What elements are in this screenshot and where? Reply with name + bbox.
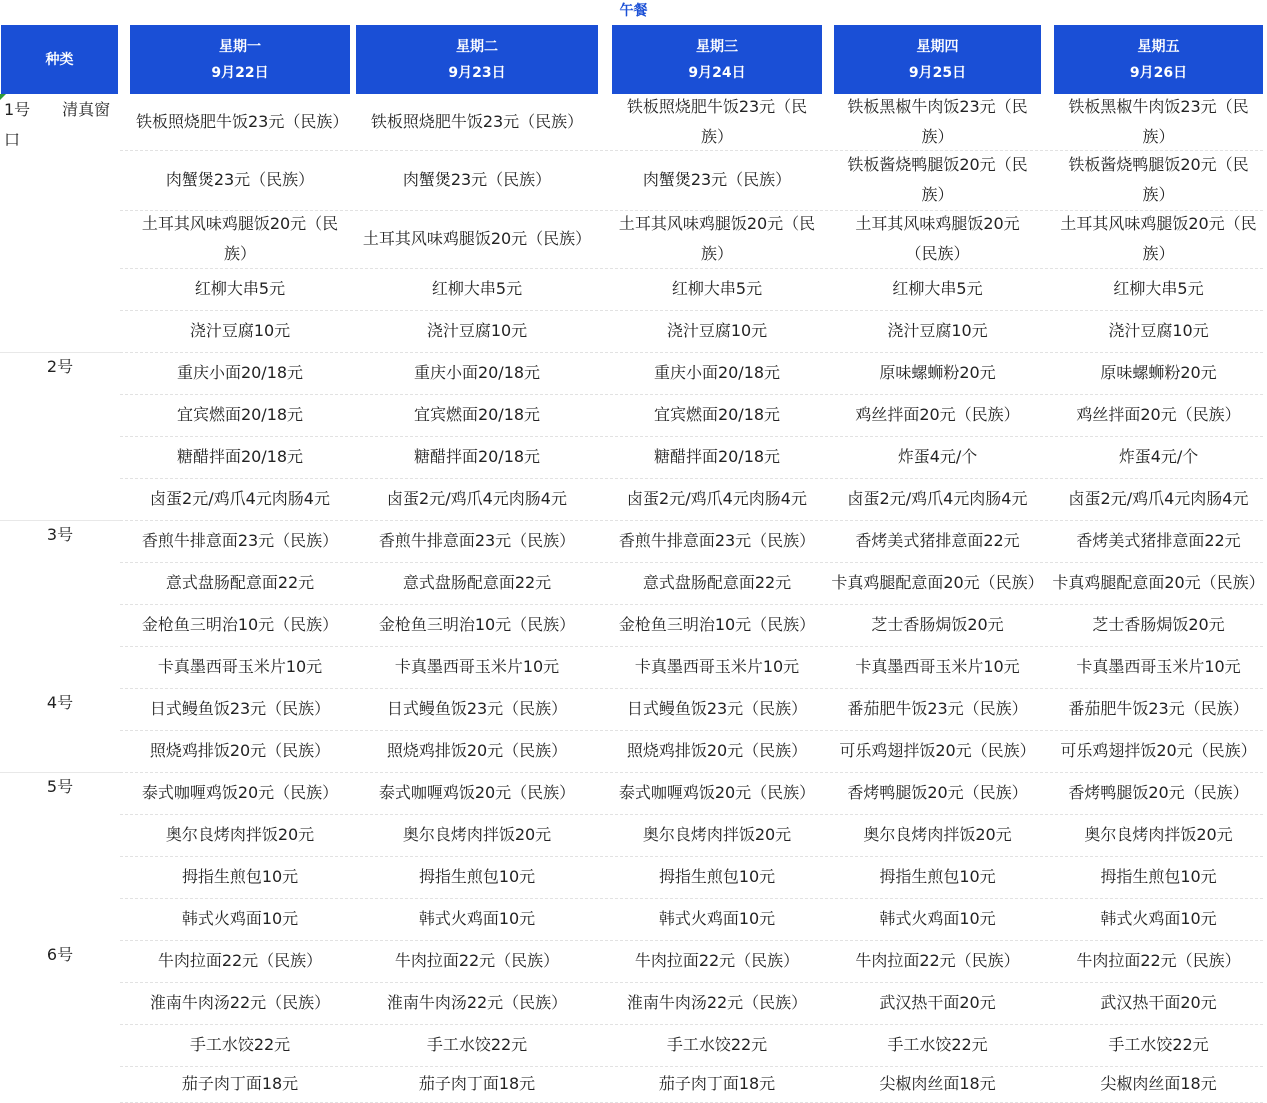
menu-cell: 炸蛋4元/个 xyxy=(897,447,978,466)
menu-cell: 金枪鱼三明治10元（民族） xyxy=(378,615,576,634)
menu-cell: 拇指生煎包10元 xyxy=(879,867,996,886)
menu-cell: 红柳大串5元 xyxy=(671,279,763,298)
menu-cell: 淮南牛肉汤22元（民族） xyxy=(149,993,331,1012)
menu-cell: 铁板黑椒牛肉饭23元（民族） xyxy=(847,97,1028,146)
menu-cell: 卡真鸡腿配意面20元（民族） xyxy=(831,573,1044,592)
header-day-date: 9月22日 xyxy=(211,64,269,81)
menu-cell: 香煎牛排意面23元（民族） xyxy=(141,531,339,550)
menu-cell: 铁板酱烧鸭腿饭20元（民族） xyxy=(1068,155,1249,204)
menu-cell: 浇汁豆腐10元 xyxy=(189,321,291,340)
menu-cell: 番茄肥牛饭23元（民族） xyxy=(847,699,1028,718)
menu-cell: 卡真墨西哥玉米片10元 xyxy=(394,657,560,676)
menu-cell: 可乐鸡翅拌饭20元（民族） xyxy=(839,741,1036,760)
menu-cell: 日式鳗鱼饭23元（民族） xyxy=(626,699,808,718)
menu-cell: 意式盘肠配意面22元 xyxy=(642,573,792,592)
menu-cell: 金枪鱼三明治10元（民族） xyxy=(141,615,339,634)
menu-cell: 卤蛋2元/鸡爪4元肉肠4元 xyxy=(150,489,330,508)
menu-cell: 原味螺蛳粉20元 xyxy=(879,363,996,382)
menu-cell: 鸡丝拌面20元（民族） xyxy=(1076,405,1241,424)
menu-cell: 奥尔良烤肉拌饭20元 xyxy=(863,825,1012,844)
menu-cell: 拇指生煎包10元 xyxy=(658,867,776,886)
menu-cell: 卡真鸡腿配意面20元（民族） xyxy=(1052,573,1265,592)
menu-cell: 糖醋拌面20/18元 xyxy=(653,447,781,466)
header-day-name: 星期三 xyxy=(696,38,738,55)
header-day-1 xyxy=(130,25,350,94)
header-day-date: 9月24日 xyxy=(688,64,746,81)
menu-cell: 照烧鸡排饭20元（民族） xyxy=(626,741,808,760)
menu-cell: 淮南牛肉汤22元（民族） xyxy=(386,993,568,1012)
header-day-name: 星期二 xyxy=(456,38,498,55)
menu-cell: 糖醋拌面20/18元 xyxy=(413,447,541,466)
header-kind xyxy=(1,25,118,94)
menu-cell: 牛肉拉面22元（民族） xyxy=(157,951,323,970)
menu-cell: 浇汁豆腐10元 xyxy=(1108,321,1209,340)
menu-cell: 意式盘肠配意面22元 xyxy=(402,573,552,592)
menu-cell: 手工水饺22元 xyxy=(1108,1035,1209,1054)
menu-cell: 牛肉拉面22元（民族） xyxy=(1076,951,1241,970)
kind-label: 2号 xyxy=(46,357,74,376)
menu-cell: 香烤鸭腿饭20元（民族） xyxy=(847,783,1028,802)
header-day-2 xyxy=(356,25,598,94)
menu-cell: 芝士香肠焗饭20元 xyxy=(871,615,1004,634)
menu-cell: 糖醋拌面20/18元 xyxy=(176,447,304,466)
menu-cell: 牛肉拉面22元（民族） xyxy=(394,951,560,970)
header-day-3 xyxy=(612,25,822,94)
menu-cell: 尖椒肉丝面18元 xyxy=(1100,1074,1217,1093)
menu-cell: 手工水饺22元 xyxy=(189,1035,291,1054)
menu-cell: 浇汁豆腐10元 xyxy=(426,321,528,340)
menu-cell: 土耳其风味鸡腿饭20元（民族） xyxy=(855,214,1020,263)
menu-cell: 茄子肉丁面18元 xyxy=(181,1074,299,1093)
menu-cell: 肉蟹煲23元（民族） xyxy=(165,170,315,189)
header-day-5 xyxy=(1054,25,1263,94)
menu-cell: 泰式咖喱鸡饭20元（民族） xyxy=(378,783,576,802)
menu-cell: 牛肉拉面22元（民族） xyxy=(634,951,800,970)
header-kind-label: 种类 xyxy=(45,51,74,68)
menu-cell: 手工水饺22元 xyxy=(666,1035,768,1054)
menu-cell: 手工水饺22元 xyxy=(426,1035,528,1054)
kind-label: 5号 xyxy=(46,777,74,796)
kind-label: 1号 清真窗口 xyxy=(4,100,111,149)
menu-cell: 重庆小面20/18元 xyxy=(413,363,541,382)
menu-cell: 韩式火鸡面10元 xyxy=(181,909,299,928)
menu-cell: 金枪鱼三明治10元（民族） xyxy=(618,615,816,634)
menu-cell: 照烧鸡排饭20元（民族） xyxy=(149,741,331,760)
header-day-date: 9月25日 xyxy=(908,64,967,81)
menu-cell: 卤蛋2元/鸡爪4元肉肠4元 xyxy=(627,489,807,508)
menu-cell: 卡真墨西哥玉米片10元 xyxy=(855,657,1020,676)
menu-cell: 鸡丝拌面20元（民族） xyxy=(855,405,1020,424)
menu-cell: 奥尔良烤肉拌饭20元 xyxy=(402,825,552,844)
menu-cell: 铁板酱烧鸭腿饭20元（民族） xyxy=(847,155,1028,204)
menu-cell: 浇汁豆腐10元 xyxy=(887,321,988,340)
menu-cell: 浇汁豆腐10元 xyxy=(666,321,768,340)
menu-cell: 韩式火鸡面10元 xyxy=(1100,909,1217,928)
menu-cell: 卤蛋2元/鸡爪4元肉肠4元 xyxy=(847,489,1028,508)
menu-cell: 武汉热干面20元 xyxy=(879,993,996,1012)
menu-cell: 原味螺蛳粉20元 xyxy=(1100,363,1217,382)
menu-cell: 香烤美式猪排意面22元 xyxy=(855,531,1020,550)
menu-cell: 肉蟹煲23元（民族） xyxy=(402,170,552,189)
header-day-name: 星期四 xyxy=(916,38,959,55)
menu-cell: 可乐鸡翅拌饭20元（民族） xyxy=(1060,741,1257,760)
menu-cell: 铁板黑椒牛肉饭23元（民族） xyxy=(1068,97,1249,146)
menu-cell: 淮南牛肉汤22元（民族） xyxy=(626,993,808,1012)
menu-cell: 肉蟹煲23元（民族） xyxy=(642,170,792,189)
menu-cell: 红柳大串5元 xyxy=(194,279,286,298)
menu-cell: 奥尔良烤肉拌饭20元 xyxy=(642,825,792,844)
menu-cell: 炸蛋4元/个 xyxy=(1118,447,1199,466)
menu-cell: 土耳其风味鸡腿饭20元（民族） xyxy=(362,229,592,248)
menu-cell: 香煎牛排意面23元（民族） xyxy=(378,531,576,550)
menu-cell: 重庆小面20/18元 xyxy=(653,363,781,382)
menu-cell: 香烤美式猪排意面22元 xyxy=(1076,531,1241,550)
menu-cell: 宜宾燃面20/18元 xyxy=(653,405,781,424)
menu-cell: 土耳其风味鸡腿饭20元（民族） xyxy=(141,214,339,263)
menu-cell: 宜宾燃面20/18元 xyxy=(413,405,541,424)
menu-cell: 香烤鸭腿饭20元（民族） xyxy=(1068,783,1249,802)
menu-cell: 土耳其风味鸡腿饭20元（民族） xyxy=(1060,214,1257,263)
menu-cell: 韩式火鸡面10元 xyxy=(418,909,536,928)
menu-cell: 宜宾燃面20/18元 xyxy=(176,405,304,424)
menu-cell: 卡真墨西哥玉米片10元 xyxy=(157,657,323,676)
menu-cell: 牛肉拉面22元（民族） xyxy=(855,951,1020,970)
menu-cell: 茄子肉丁面18元 xyxy=(658,1074,776,1093)
menu-cell: 尖椒肉丝面18元 xyxy=(879,1074,996,1093)
kind-label: 3号 xyxy=(46,525,74,544)
menu-cell: 泰式咖喱鸡饭20元（民族） xyxy=(618,783,816,802)
menu-cell: 芝士香肠焗饭20元 xyxy=(1092,615,1225,634)
menu-cell: 土耳其风味鸡腿饭20元（民族） xyxy=(618,214,816,263)
kind-label: 6号 xyxy=(46,945,74,964)
menu-cell: 红柳大串5元 xyxy=(1113,279,1204,298)
menu-cell: 铁板照烧肥牛饭23元（民族） xyxy=(626,97,808,146)
menu-cell: 拇指生煎包10元 xyxy=(1100,867,1217,886)
menu-cell: 卤蛋2元/鸡爪4元肉肠4元 xyxy=(1068,489,1249,508)
menu-cell: 武汉热干面20元 xyxy=(1100,993,1217,1012)
menu-cell: 拇指生煎包10元 xyxy=(181,867,299,886)
page-title: 午餐 xyxy=(619,3,648,19)
kind-label: 4号 xyxy=(46,693,74,712)
menu-cell: 手工水饺22元 xyxy=(887,1035,988,1054)
menu-cell: 日式鳗鱼饭23元（民族） xyxy=(386,699,568,718)
menu-cell: 重庆小面20/18元 xyxy=(176,363,304,382)
menu-cell: 意式盘肠配意面22元 xyxy=(165,573,315,592)
menu-cell: 奥尔良烤肉拌饭20元 xyxy=(165,825,315,844)
header-day-4 xyxy=(834,25,1041,94)
menu-cell: 奥尔良烤肉拌饭20元 xyxy=(1084,825,1233,844)
menu-cell: 番茄肥牛饭23元（民族） xyxy=(1068,699,1249,718)
menu-cell: 茄子肉丁面18元 xyxy=(418,1074,536,1093)
menu-cell: 铁板照烧肥牛饭23元（民族） xyxy=(370,112,584,131)
header-day-name: 星期一 xyxy=(219,38,261,55)
menu-cell: 卡真墨西哥玉米片10元 xyxy=(1076,657,1241,676)
menu-cell: 卤蛋2元/鸡爪4元肉肠4元 xyxy=(387,489,567,508)
menu-cell: 韩式火鸡面10元 xyxy=(879,909,996,928)
header-day-name: 星期五 xyxy=(1137,38,1180,55)
menu-cell: 铁板照烧肥牛饭23元（民族） xyxy=(136,112,349,131)
menu-cell: 卡真墨西哥玉米片10元 xyxy=(634,657,800,676)
menu-cell: 韩式火鸡面10元 xyxy=(658,909,776,928)
header-day-date: 9月26日 xyxy=(1129,64,1188,81)
menu-cell: 香煎牛排意面23元（民族） xyxy=(618,531,816,550)
header-day-date: 9月23日 xyxy=(448,64,506,81)
menu-cell: 红柳大串5元 xyxy=(892,279,983,298)
menu-cell: 红柳大串5元 xyxy=(431,279,523,298)
menu-cell: 照烧鸡排饭20元（民族） xyxy=(386,741,568,760)
menu-cell: 日式鳗鱼饭23元（民族） xyxy=(149,699,331,718)
menu-cell: 拇指生煎包10元 xyxy=(418,867,536,886)
menu-cell: 泰式咖喱鸡饭20元（民族） xyxy=(141,783,339,802)
